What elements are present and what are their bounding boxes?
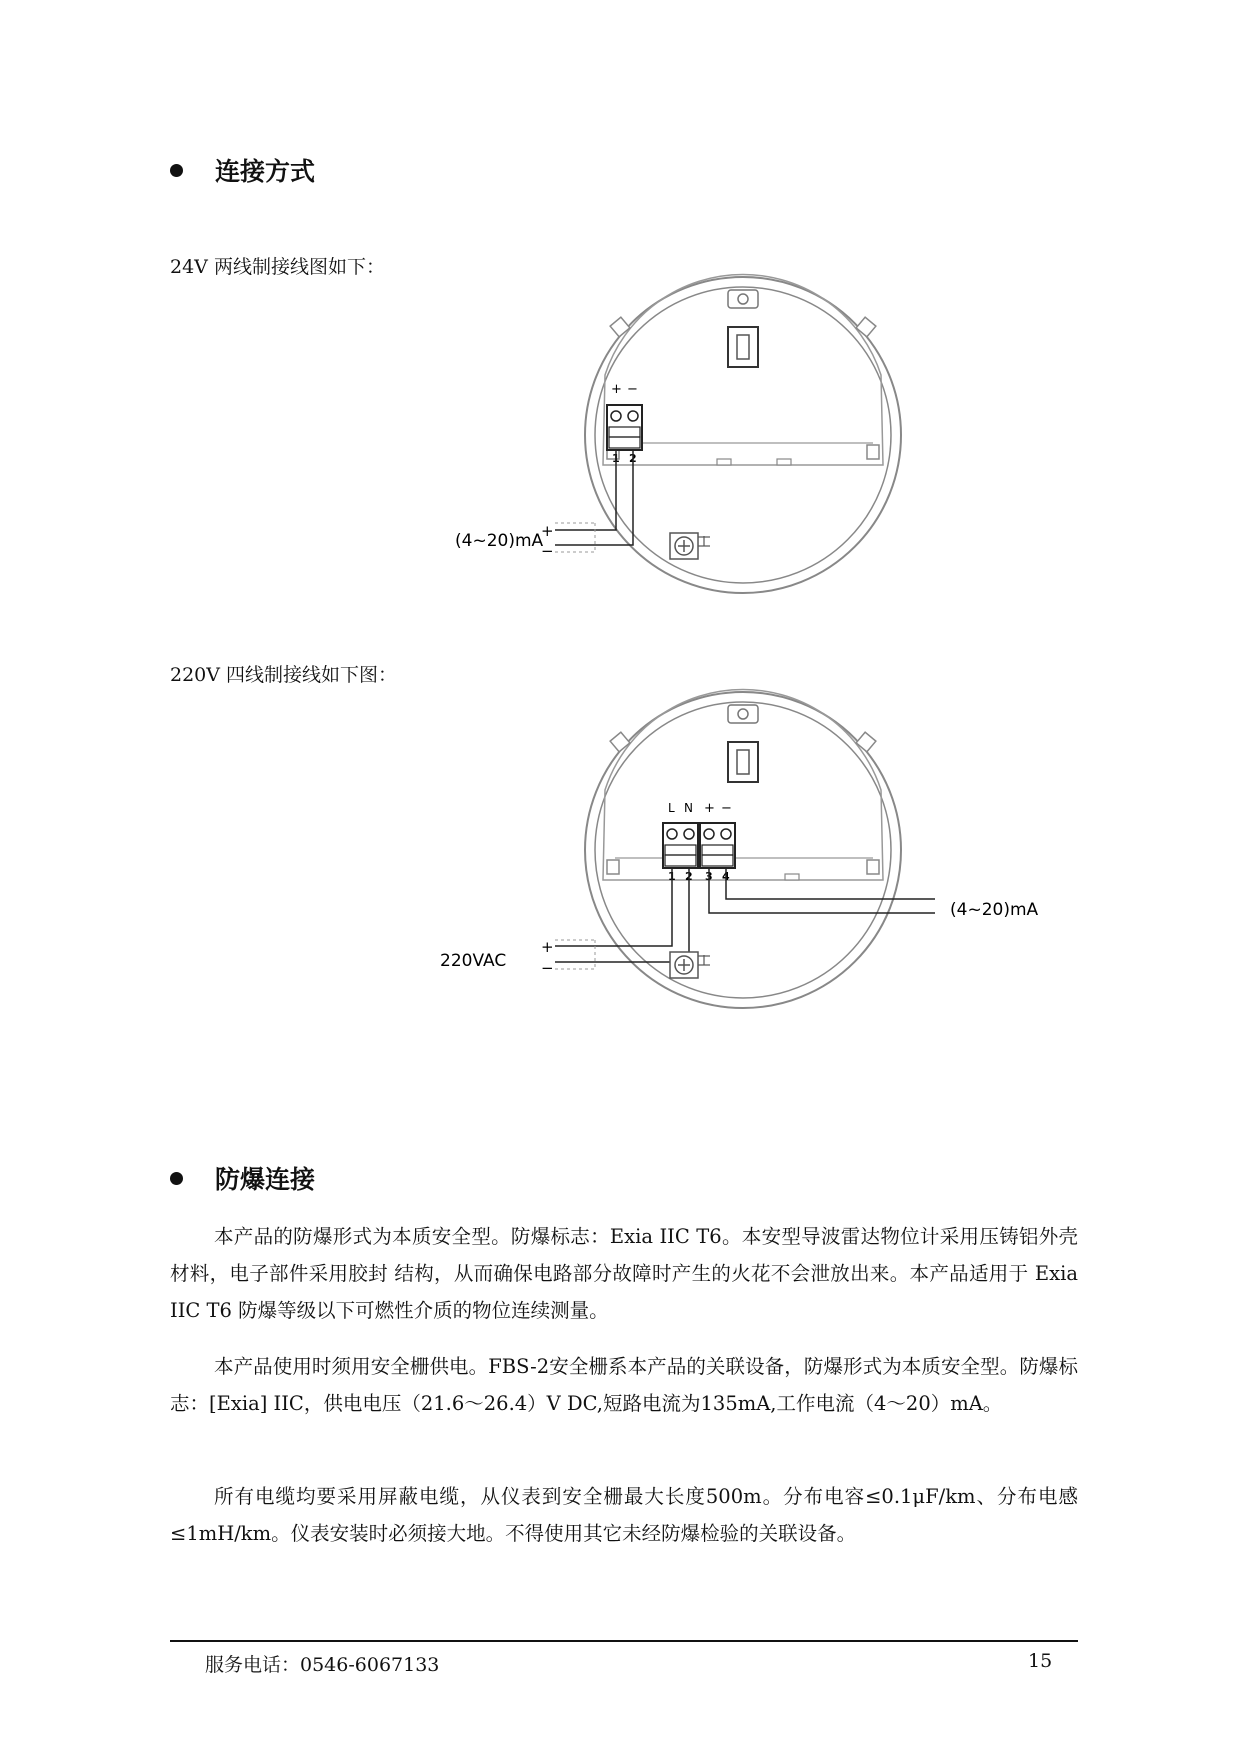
- wiring-diagram-24v: [455, 275, 965, 600]
- top-clip: [728, 290, 758, 308]
- heading-text: 连接方式: [215, 157, 316, 186]
- terminal-2: 2: [629, 452, 637, 465]
- label-N: N: [684, 801, 693, 815]
- power-label: 220VAC: [440, 951, 507, 971]
- terminal-2: 2: [685, 870, 693, 883]
- paragraph-2: 本产品使用时须用安全栅供电。FBS-2安全栅系本产品的关联设备，防爆形式为本质安全型。防爆标志：[Exia] IIC，供电电压（21.6～26.4）V DC,短路电流为135mA,工作电流（4～20）mA。: [170, 1355, 1078, 1415]
- label-L: L: [668, 801, 675, 815]
- footer-page-number: 15: [1028, 1650, 1053, 1672]
- lead-plus: +: [541, 938, 554, 956]
- bullet-icon: [170, 1172, 183, 1185]
- section-heading-explosion-proof: [170, 1160, 315, 1196]
- terminal-4: 4: [722, 870, 730, 883]
- lead-minus: −: [541, 542, 554, 560]
- paragraph-3: 所有电缆均要采用屏蔽电缆，从仪表到安全栅最大长度500m。分布电容≤0.1μF/km、分布电感≤1mH/km。仪表安装时必须接大地。不得使用其它未经防爆检验的关联设备。: [170, 1485, 1078, 1545]
- footer-rule: [170, 1640, 1078, 1642]
- lead-plus: +: [541, 522, 554, 540]
- section-heading-connection: [170, 152, 315, 188]
- label-minus: −: [721, 801, 732, 816]
- caption-220v: 220V 四线制接线如下图：: [170, 664, 398, 686]
- lead-minus: −: [541, 959, 554, 977]
- signal-label: (4~20)mA: [455, 531, 544, 551]
- caption-24v: 24V 两线制接线图如下：: [170, 256, 385, 278]
- label-plus: +: [611, 382, 622, 397]
- bullet-icon: [170, 164, 183, 177]
- wire-plus: [555, 450, 616, 530]
- heading-text: 防爆连接: [215, 1165, 316, 1194]
- terminal-1: 1: [612, 452, 620, 465]
- paragraph-1: 本产品的防爆形式为本质安全型。防爆标志：Exia IIC T6。本安型导波雷达物位计采用压铸铝外壳材料，电子部件采用胶封 结构，从而确保电路部分故障时产生的火花不会泄放出来。本产品适用于 Exia IIC T6 防爆等级以下可燃性介质的物位连续测量。: [170, 1225, 1078, 1322]
- top-clip: [728, 705, 758, 723]
- wiring-diagram-220v: [440, 690, 1055, 1020]
- label-minus: −: [627, 382, 638, 397]
- terminal-3: 3: [705, 870, 713, 883]
- terminal-1: 1: [668, 870, 676, 883]
- wire-signal-minus: [726, 868, 875, 899]
- signal-label: (4~20)mA: [950, 900, 1039, 920]
- label-plus: +: [704, 801, 715, 816]
- footer-service-phone: 服务电话：0546-6067133: [205, 1654, 440, 1676]
